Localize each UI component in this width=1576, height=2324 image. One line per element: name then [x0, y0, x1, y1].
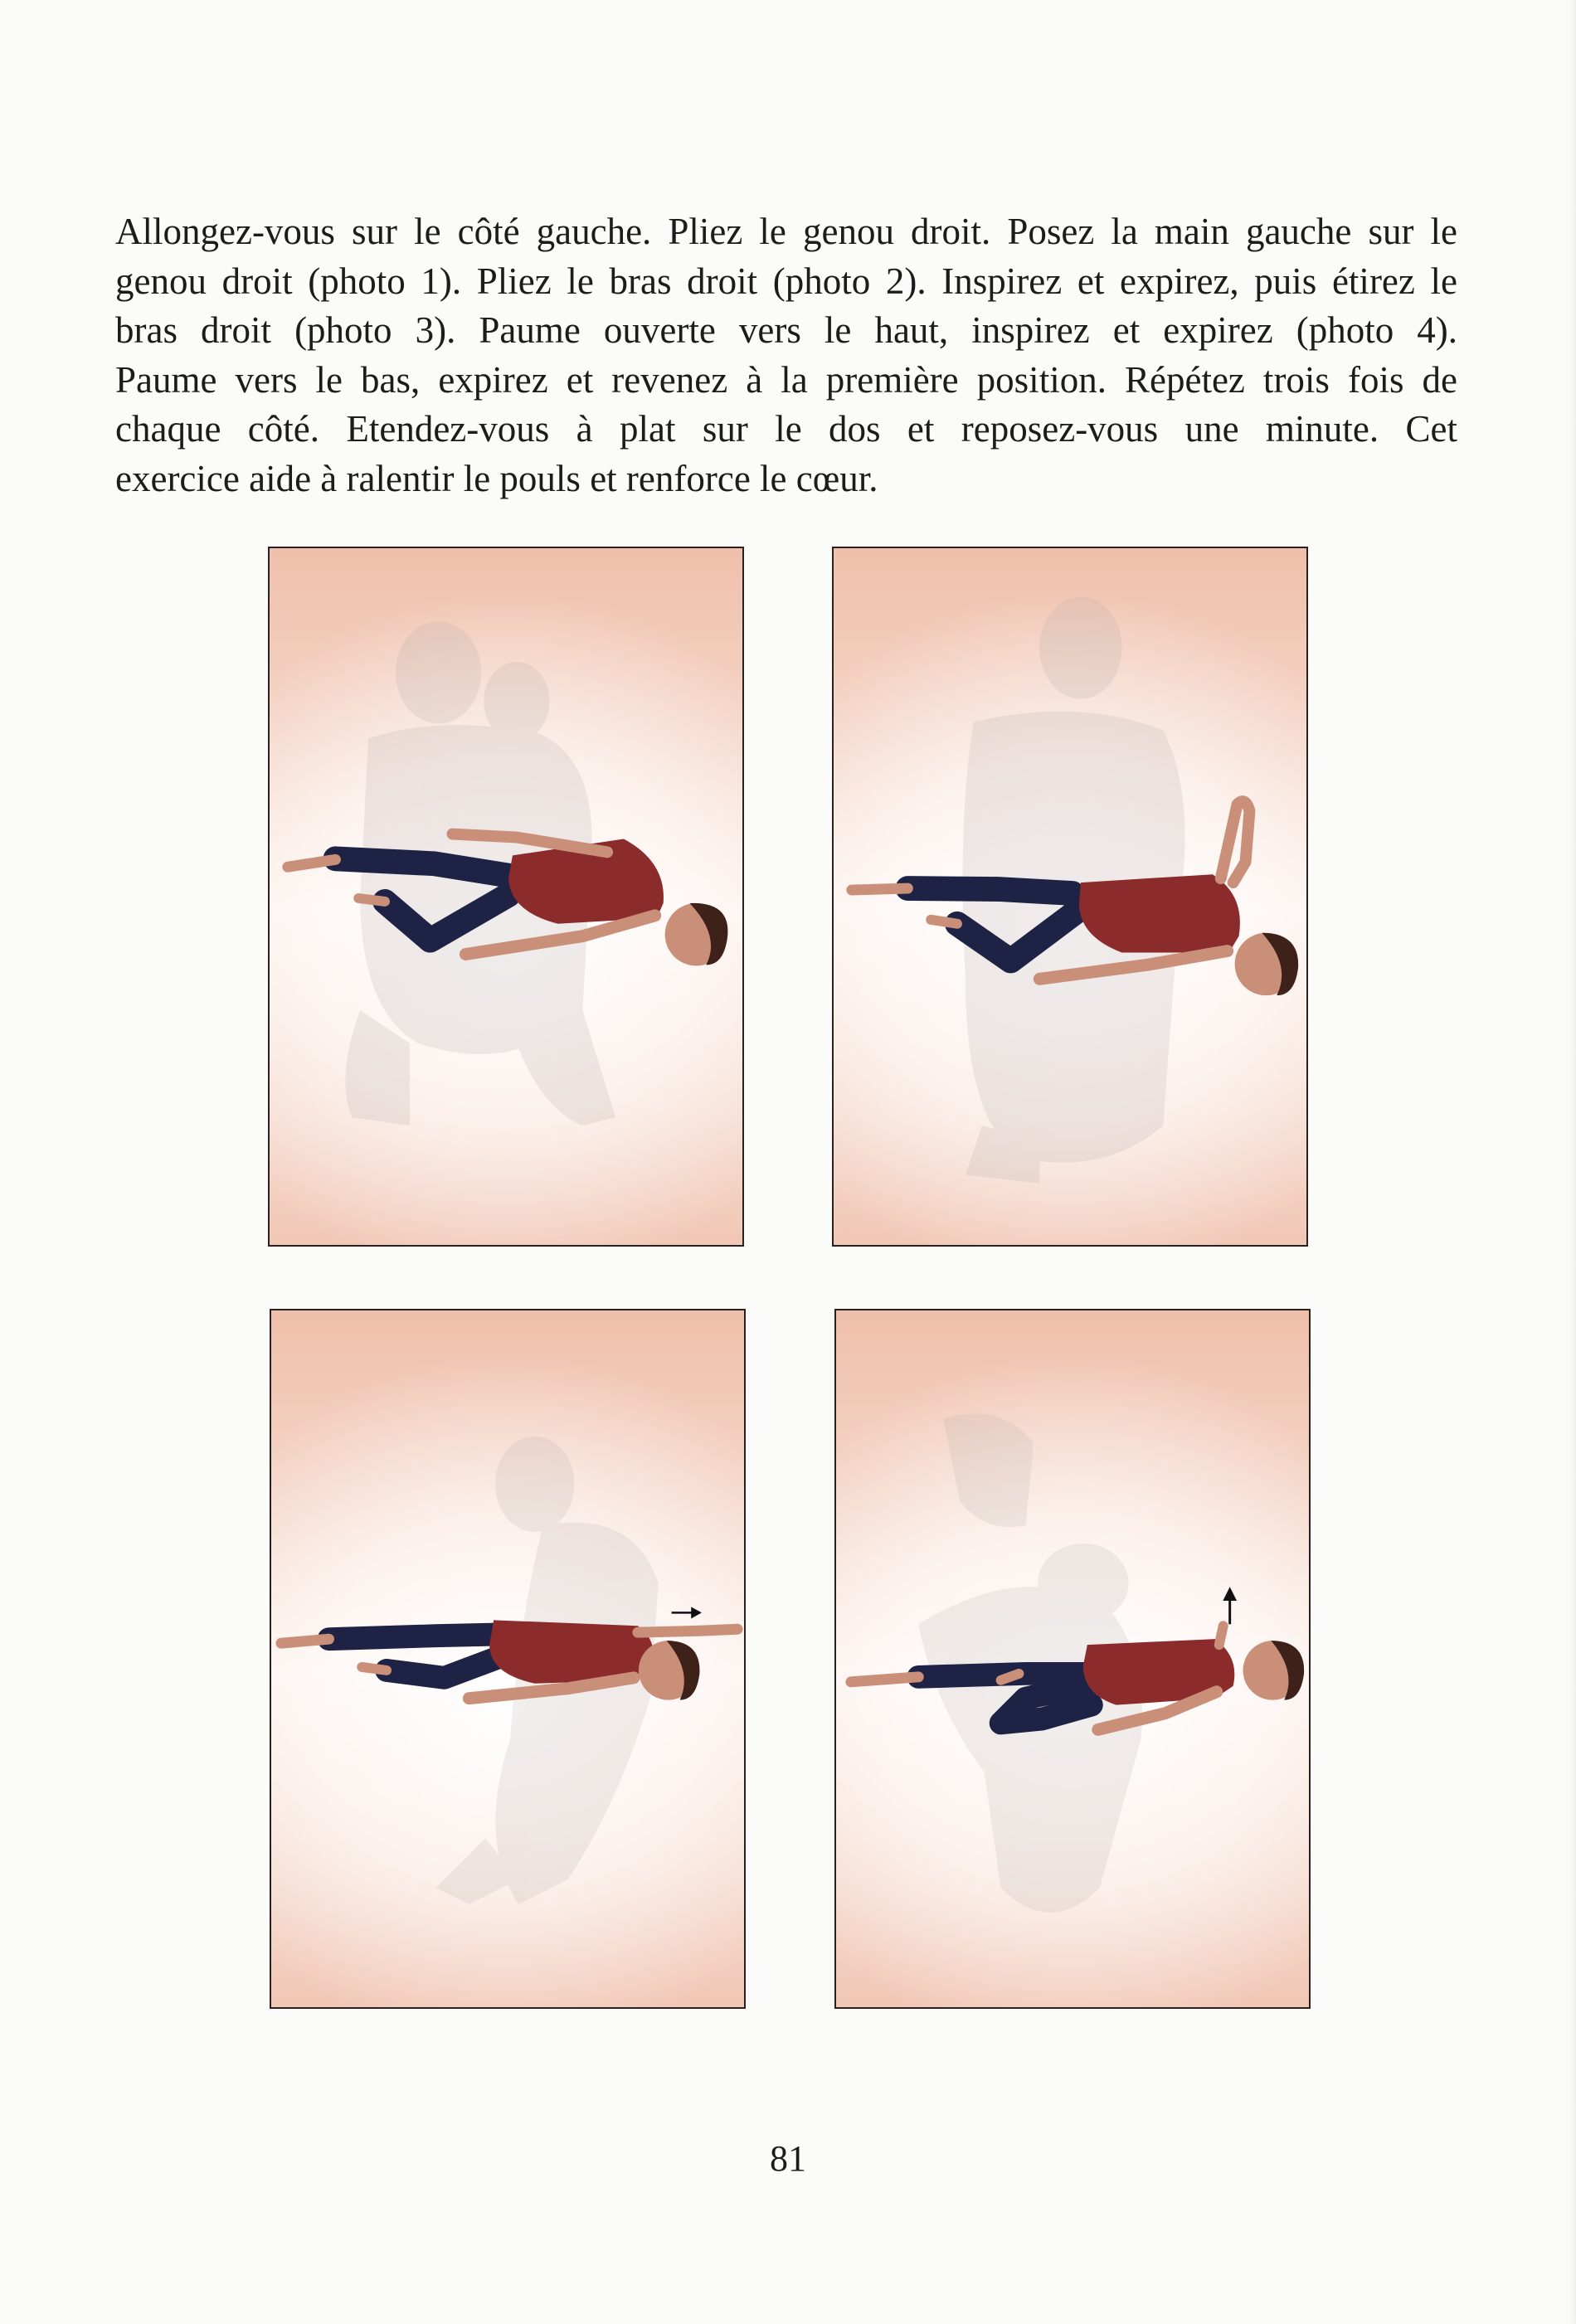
exercise-photo-4	[834, 1309, 1311, 2009]
paragraph-line: exercice aide à ralentir le pouls et renforce le cœur.	[115, 457, 878, 499]
paragraph-line: Allongez-vous sur le côté gauche. Pliez le genou droit. Posez la main gauche sur le	[115, 211, 1457, 252]
instruction-paragraph	[115, 207, 1457, 503]
photo-1-illustration	[270, 548, 742, 1245]
exercise-photo-3	[270, 1309, 746, 2009]
paragraph-line: bras droit (photo 3). Paume ouverte vers le haut, inspirez et expirez (photo 4).	[115, 309, 1457, 351]
exercise-photo-2	[832, 547, 1308, 1247]
photo-2-illustration	[834, 548, 1306, 1245]
paragraph-line: chaque côté. Etendez-vous à plat sur le dos et reposez-vous une minute. Cet	[115, 408, 1457, 450]
arrow-right-icon	[672, 1608, 700, 1617]
paragraph-line: genou droit (photo 1). Pliez le bras droit (photo 2). Inspirez et expirez, puis étirez le	[115, 260, 1457, 302]
arrow-up-icon	[1225, 1590, 1235, 1625]
paragraph-line: Paume vers le bas, expirez et revenez à la première position. Répétez trois fois de	[115, 358, 1457, 401]
photo-4-illustration	[836, 1310, 1309, 2007]
page-number: 81	[770, 2138, 806, 2179]
photo-3-illustration	[271, 1310, 744, 2007]
scan-edge-shading	[1569, 0, 1576, 2324]
exercise-photo-1	[268, 547, 744, 1247]
person-figure	[281, 1620, 737, 1699]
